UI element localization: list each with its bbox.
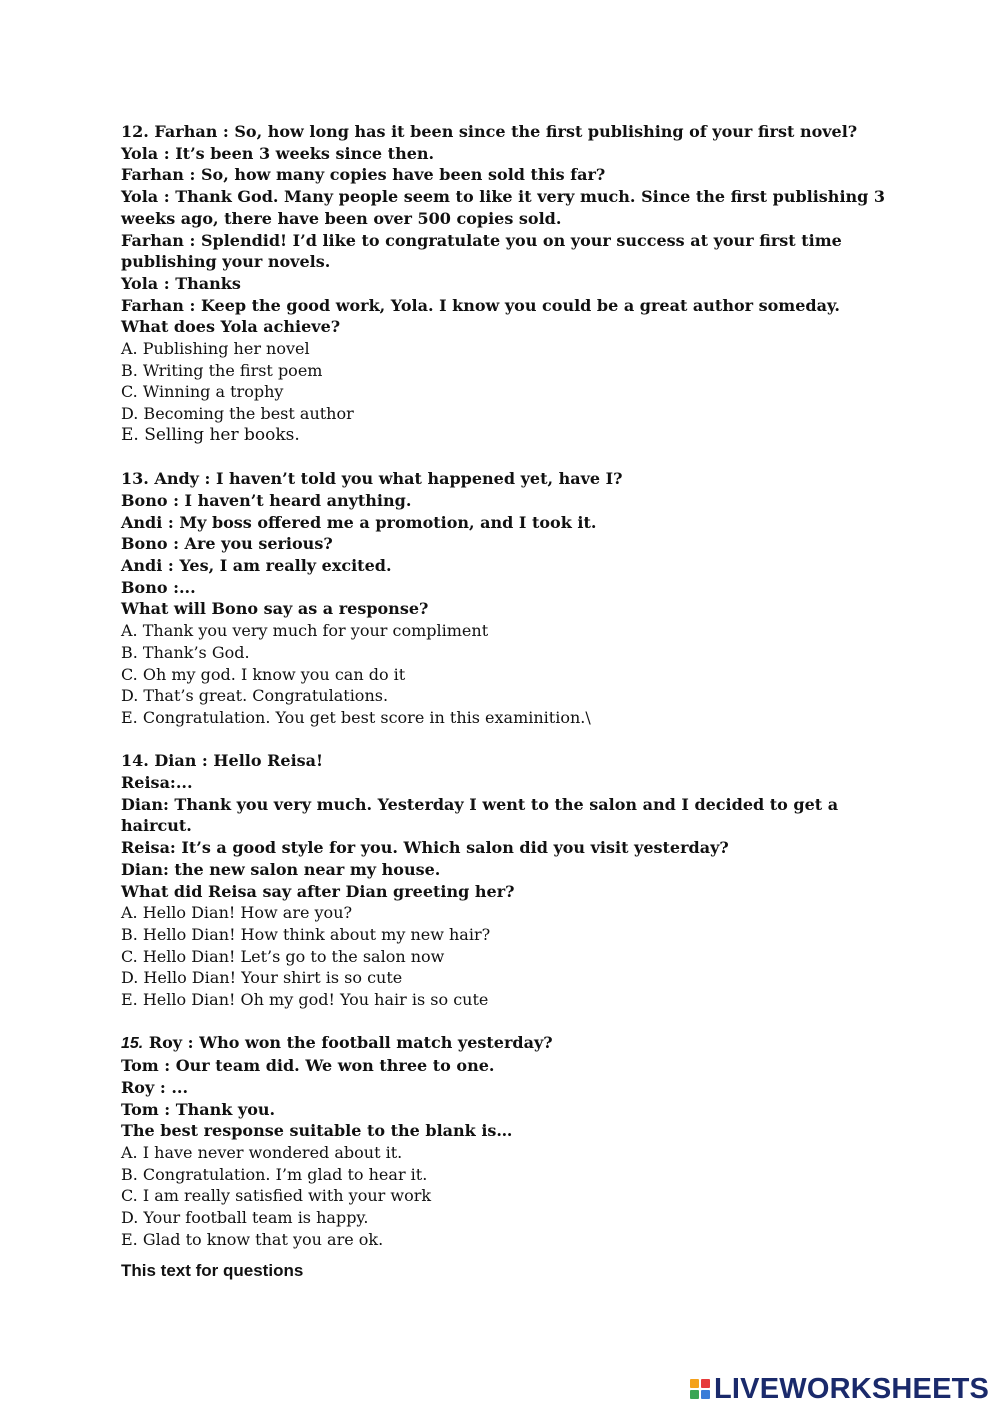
answer-option-a: A. I have never wondered about it. (121, 1143, 403, 1162)
answer-option-a: A. Thank you very much for your compliment (121, 621, 489, 641)
question-prompt: What does Yola achieve? (121, 317, 341, 337)
logo-square-2 (701, 1379, 710, 1388)
answer-option-b: B. Hello Dian! How think about my new hair? (121, 924, 491, 944)
answer-option-c: C. Hello Dian! Let’s go to the salon now (121, 946, 445, 966)
answer-option-d: D. That’s great. Congratulations. (121, 686, 389, 706)
logo-text: LIVEWORKSHEETS (714, 1372, 990, 1405)
dialogue-line: Bono : I haven’t heard anything. (121, 490, 412, 510)
answer-option-a: A. Hello Dian! How are you? (121, 903, 353, 923)
dialogue-line: Reisa: It’s a good style for you. Which salon did you visit yesterday? (121, 838, 729, 858)
dialogue-line: Bono : Are you serious? (121, 534, 333, 554)
question-prompt: What will Bono say as a response? (121, 599, 429, 619)
answer-option-e: E. Glad to know that you are ok. (121, 1229, 384, 1249)
dialogue-line: haircut. (121, 816, 192, 836)
dialogue-line: Bono :... (121, 577, 196, 597)
dialogue-line: Farhan : Keep the good work, Yola. I know you could be a great author someday. (121, 295, 840, 315)
answer-option-e: E. Hello Dian! Oh my god! You hair is so cute (121, 990, 489, 1010)
section-heading: This text for questions (121, 1260, 304, 1280)
spacer (121, 1011, 961, 1033)
dialogue-line: Dian: Thank you very much. Yesterday I went to the salon and I decided to get a (121, 794, 839, 814)
question-number: 15. (121, 1035, 144, 1053)
dialogue-line: Tom : Thank you. (121, 1099, 276, 1119)
spacer (121, 447, 961, 469)
liveworksheets-logo (690, 1374, 989, 1404)
answer-option-b: B. Thank’s God. (121, 642, 250, 662)
question-15 (121, 1032, 961, 1250)
question-13 (121, 468, 961, 728)
answer-option-d: D. Your football team is happy. (121, 1208, 369, 1228)
answer-option-b: B. Congratulation. I’m glad to hear it. (121, 1164, 428, 1184)
dialogue-line: Andi : My boss offered me a promotion, and I took it. (121, 512, 597, 532)
spacer (121, 729, 961, 751)
dialogue-line: Tom : Our team did. We won three to one. (121, 1056, 495, 1076)
dialogue-line: 14. Dian : Hello Reisa! (121, 751, 324, 771)
answer-option-e: E. Selling her books. (121, 424, 300, 445)
dialogue-line: Farhan : So, how many copies have been sold this far? (121, 165, 606, 185)
dialogue-line: Yola : Thank God. Many people seem to like it very much. Since the first publishing 3 (121, 187, 886, 207)
answer-option-a: A. Publishing her novel (121, 339, 310, 359)
dialogue-line: 13. Andy : I haven’t told you what happened yet, have I? (121, 469, 623, 489)
dialogue-line: Yola : It’s been 3 weeks since then. (121, 143, 435, 163)
question-prompt: What did Reisa say after Dian greeting her? (121, 881, 515, 901)
answer-option-c: C. Winning a trophy (121, 382, 284, 402)
dialogue-line: weeks ago, there have been over 500 copies sold. (121, 208, 562, 228)
question-12 (121, 121, 961, 447)
dialogue-line: Dian: the new salon near my house. (121, 859, 441, 879)
dialogue-text: Roy : Who won the football match yesterday? (143, 1033, 553, 1053)
answer-option-e: E. Congratulation. You get best score in this examinition.\ (121, 707, 591, 727)
dialogue-line (121, 1032, 961, 1055)
question-14 (121, 750, 961, 1010)
dialogue-line: publishing your novels. (121, 252, 331, 272)
logo-icon (690, 1379, 710, 1399)
logo-square-1 (690, 1379, 699, 1388)
answer-option-d: D. Hello Dian! Your shirt is so cute (121, 968, 403, 988)
dialogue-line: Yola : Thanks (121, 273, 241, 293)
dialogue-line: Farhan : Splendid! I’d like to congratulate you on your success at your first time (121, 230, 842, 250)
answer-option-d: D. Becoming the best author (121, 404, 354, 424)
dialogue-line: Andi : Yes, I am really excited. (121, 556, 392, 576)
answer-option-c: C. I am really satisfied with your work (121, 1186, 432, 1206)
logo-square-3 (690, 1390, 699, 1399)
dialogue-line: 12. Farhan : So, how long has it been since the first publishing of your first novel? (121, 122, 858, 141)
dialogue-line: Reisa:... (121, 773, 193, 793)
worksheet-page (121, 121, 961, 1281)
logo-square-4 (701, 1390, 710, 1399)
dialogue-line: Roy : ... (121, 1077, 189, 1097)
answer-option-b: B. Writing the first poem (121, 360, 323, 380)
answer-option-c: C. Oh my god. I know you can do it (121, 664, 406, 684)
question-prompt: The best response suitable to the blank is… (121, 1121, 513, 1141)
